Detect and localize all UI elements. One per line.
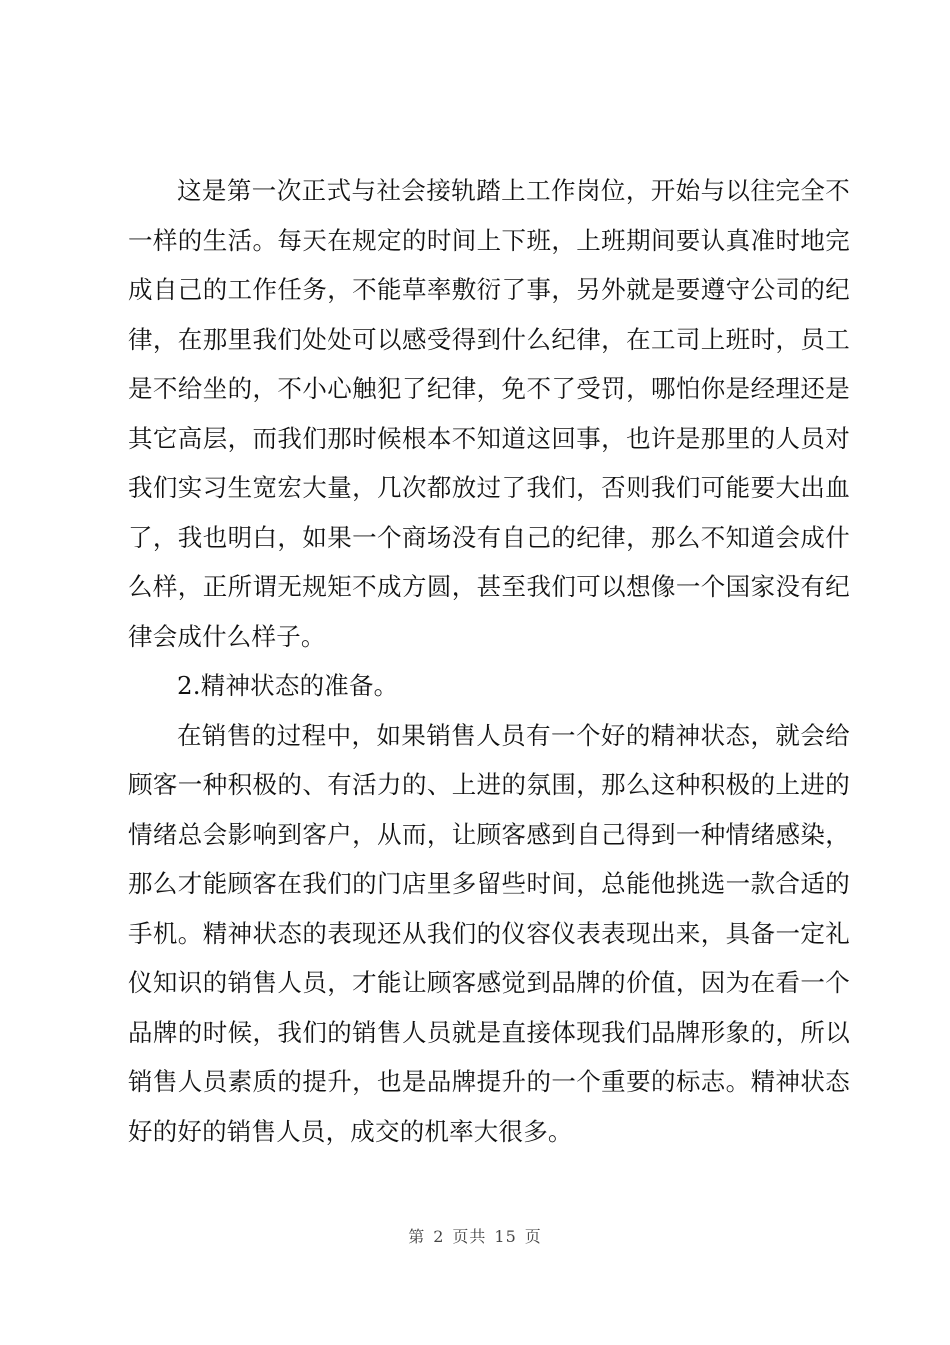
footer-total-pages: 15 xyxy=(494,1227,517,1246)
paragraph-discipline: 这是第一次正式与社会接轨踏上工作岗位，开始与以往完全不一样的生活。每天在规定的时间上下班，上班期间要认真准时地完成自己的工作任务，不能草率敷衍了事，另外就是要遵守公司的纪律，在那里我们处处可以感受得到什么纪律，在工司上班时，员工是不给坐的，不小心触犯了纪律，免不了受罚，哪怕你是经理还是其它高层，而我们那时候根本不知道这回事，也许是那里的人员对我们实习生宽宏大量，几次都放过了我们，否则我们可能要大出血了，我也明白，如果一个商场没有自己的纪律，那么不知道会成什么样，正所谓无规矩不成方圆，甚至我们可以想像一个国家没有纪律会成什么样子。 xyxy=(128,176,850,651)
section-heading-mental-state: 2.精神状态的准备。 xyxy=(177,671,399,700)
footer-middle: 页共 xyxy=(452,1227,487,1246)
footer-current-page: 2 xyxy=(433,1227,445,1246)
footer-suffix: 页 xyxy=(524,1227,542,1246)
footer-prefix: 第 xyxy=(408,1227,426,1246)
page-footer xyxy=(0,1224,950,1247)
page-body xyxy=(128,166,850,1156)
paragraph-mental-state: 在销售的过程中，如果销售人员有一个好的精神状态，就会给顾客一种积极的、有活力的、上进的氛围，那么这种积极的上进的情绪总会影响到客户，从而，让顾客感到自己得到一种情绪感染，那么才能顾客在我们的门店里多留些时间，总能他挑选一款合适的手机。精神状态的表现还从我们的仪容仪表表现出来，具备一定礼仪知识的销售人员，才能让顾客感觉到品牌的价值，因为在看一个品牌的时候，我们的销售人员就是直接体现我们品牌形象的，所以销售人员素质的提升，也是品牌提升的一个重要的标志。精神状态好的好的销售人员，成交的机率大很多。 xyxy=(128,720,850,1146)
